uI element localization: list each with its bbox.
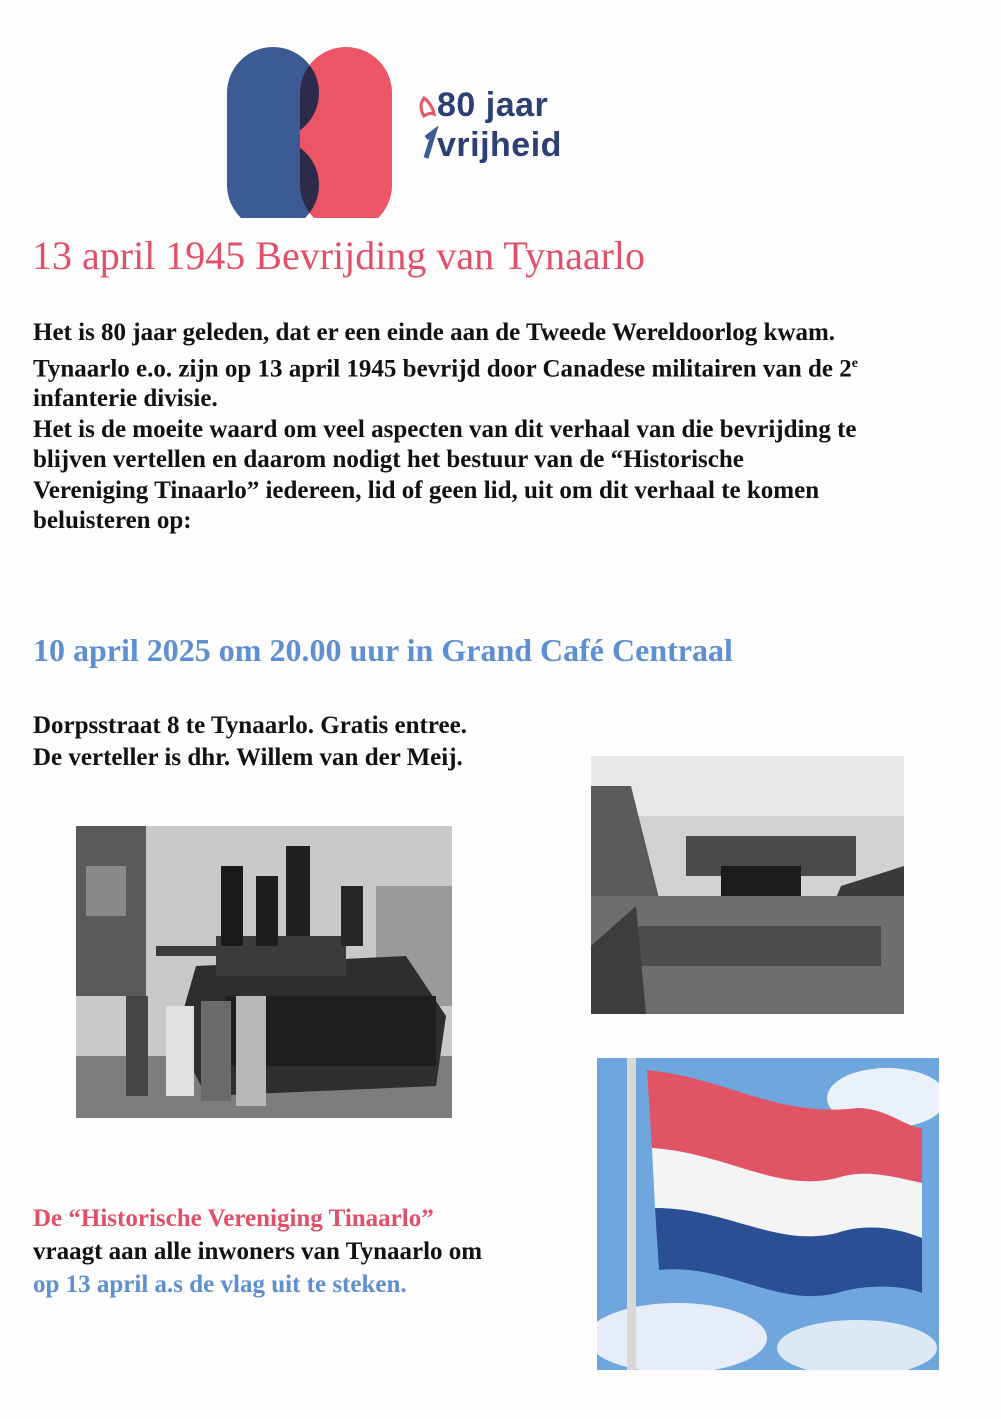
venue-speaker: De verteller is dhr. Willem van der Meij. <box>33 744 463 771</box>
logo-80-jaar-vrijheid <box>200 28 628 218</box>
logo-80-graphic <box>200 28 628 218</box>
venue-address: Dorpsstraat 8 te Tynaarlo. Gratis entree. <box>33 712 467 739</box>
intro-paragraph-1: Het is 80 jaar geleden, dat er een einde aan de Tweede Wereldoorlog kwam. <box>33 319 836 346</box>
footer-date: op 13 april a.s de vlag uit te steken. <box>33 1271 407 1298</box>
logo-text-vrijheid: vrijheid <box>437 126 562 164</box>
intro-paragraph-3: Het is de moeite waard om veel aspecten van dit verhaal van die bevrijding te blijven vertellen en daarom nodigt het bestuur van de “Historische Vereniging Tinaarlo” iedereen, lid of geen lid, uit om dit verhaal te komen beluisteren op: <box>33 415 857 535</box>
footer-request: vraagt aan alle inwoners van Tynaarlo om <box>33 1238 483 1265</box>
intro-paragraph-2: Tynaarlo e.o. zijn op 13 april 1945 bevrijd door Canadese militairen van de 2e infanterie divisie. <box>33 354 858 413</box>
event-datetime: 10 april 2025 om 20.00 uur in Grand Café Centraal <box>33 632 733 668</box>
heart-icon <box>421 98 434 116</box>
intro-text <box>33 318 863 537</box>
footer-text <box>33 1202 482 1301</box>
bridge-photo <box>591 756 904 1014</box>
logo-text-80-jaar: 80 jaar <box>437 86 549 124</box>
dutch-flag-photo <box>597 1058 939 1370</box>
page-title: 13 april 1945 Bevrijding van Tynaarlo <box>32 233 646 278</box>
footer-organisation: De “Historische Vereniging Tinaarlo” <box>33 1205 434 1232</box>
slash-icon <box>426 132 434 158</box>
tank-photo <box>76 826 452 1118</box>
venue-details <box>33 710 467 774</box>
